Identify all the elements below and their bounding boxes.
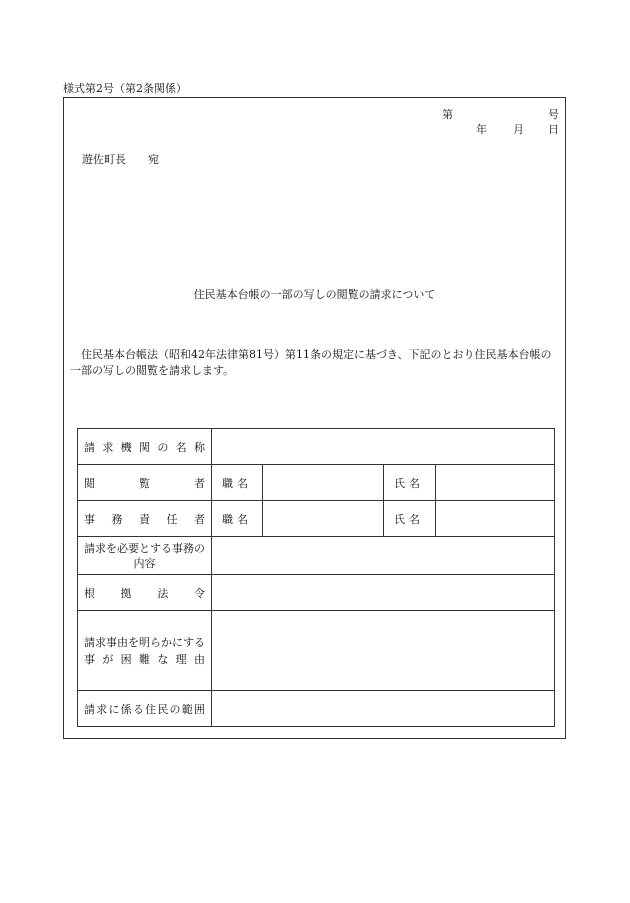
doc-number-suffix: 号 (548, 108, 559, 121)
document-number-block (442, 106, 559, 136)
responsible-name-field[interactable] (436, 501, 555, 537)
agency-name-label: 請求機関の名称 (78, 429, 212, 465)
viewer-title-field[interactable] (263, 465, 384, 501)
date-year: 年 (476, 123, 487, 136)
responsible-name-label: 氏名 (384, 501, 436, 537)
date-line (442, 121, 559, 136)
addressee-name: 遊佐町長 (82, 153, 126, 166)
basis-label: 根拠法令 (78, 575, 212, 611)
scope-field[interactable] (212, 691, 555, 727)
purpose-label: 請求を必要とする事務の内容 (78, 537, 212, 575)
addressee (82, 151, 159, 167)
viewer-name-field[interactable] (436, 465, 555, 501)
agency-name-field[interactable] (212, 429, 555, 465)
responsible-label: 事務責任者 (78, 501, 212, 537)
date-month: 月 (513, 123, 524, 136)
responsible-title-field[interactable] (263, 501, 384, 537)
viewer-title-label: 職名 (212, 465, 263, 501)
difficulty-field[interactable] (212, 611, 555, 691)
document-title: 住民基本台帳の一部の写しの閲覧の請求について (193, 288, 436, 301)
scope-label: 請求に係る住民の範囲 (78, 691, 212, 727)
date-day: 日 (548, 123, 559, 136)
form-frame (63, 97, 566, 739)
request-table (77, 428, 555, 727)
viewer-label: 閲覧者 (78, 465, 212, 501)
form-number-label: 様式第2号（第2条関係） (63, 82, 187, 95)
doc-number-prefix: 第 (442, 108, 453, 121)
purpose-field[interactable] (212, 537, 555, 575)
responsible-title-label: 職名 (212, 501, 263, 537)
request-body-text: 住民基本台帳法（昭和42年法律第81号）第11条の規定に基づき、下記のとおり住民基本台帳の一部の写しの閲覧を請求します。 (70, 348, 552, 377)
difficulty-label: 請求事由を明らかにする事が困難な理由 (78, 611, 212, 691)
viewer-name-label: 氏名 (384, 465, 436, 501)
basis-field[interactable] (212, 575, 555, 611)
addressee-suffix: 宛 (148, 153, 159, 166)
